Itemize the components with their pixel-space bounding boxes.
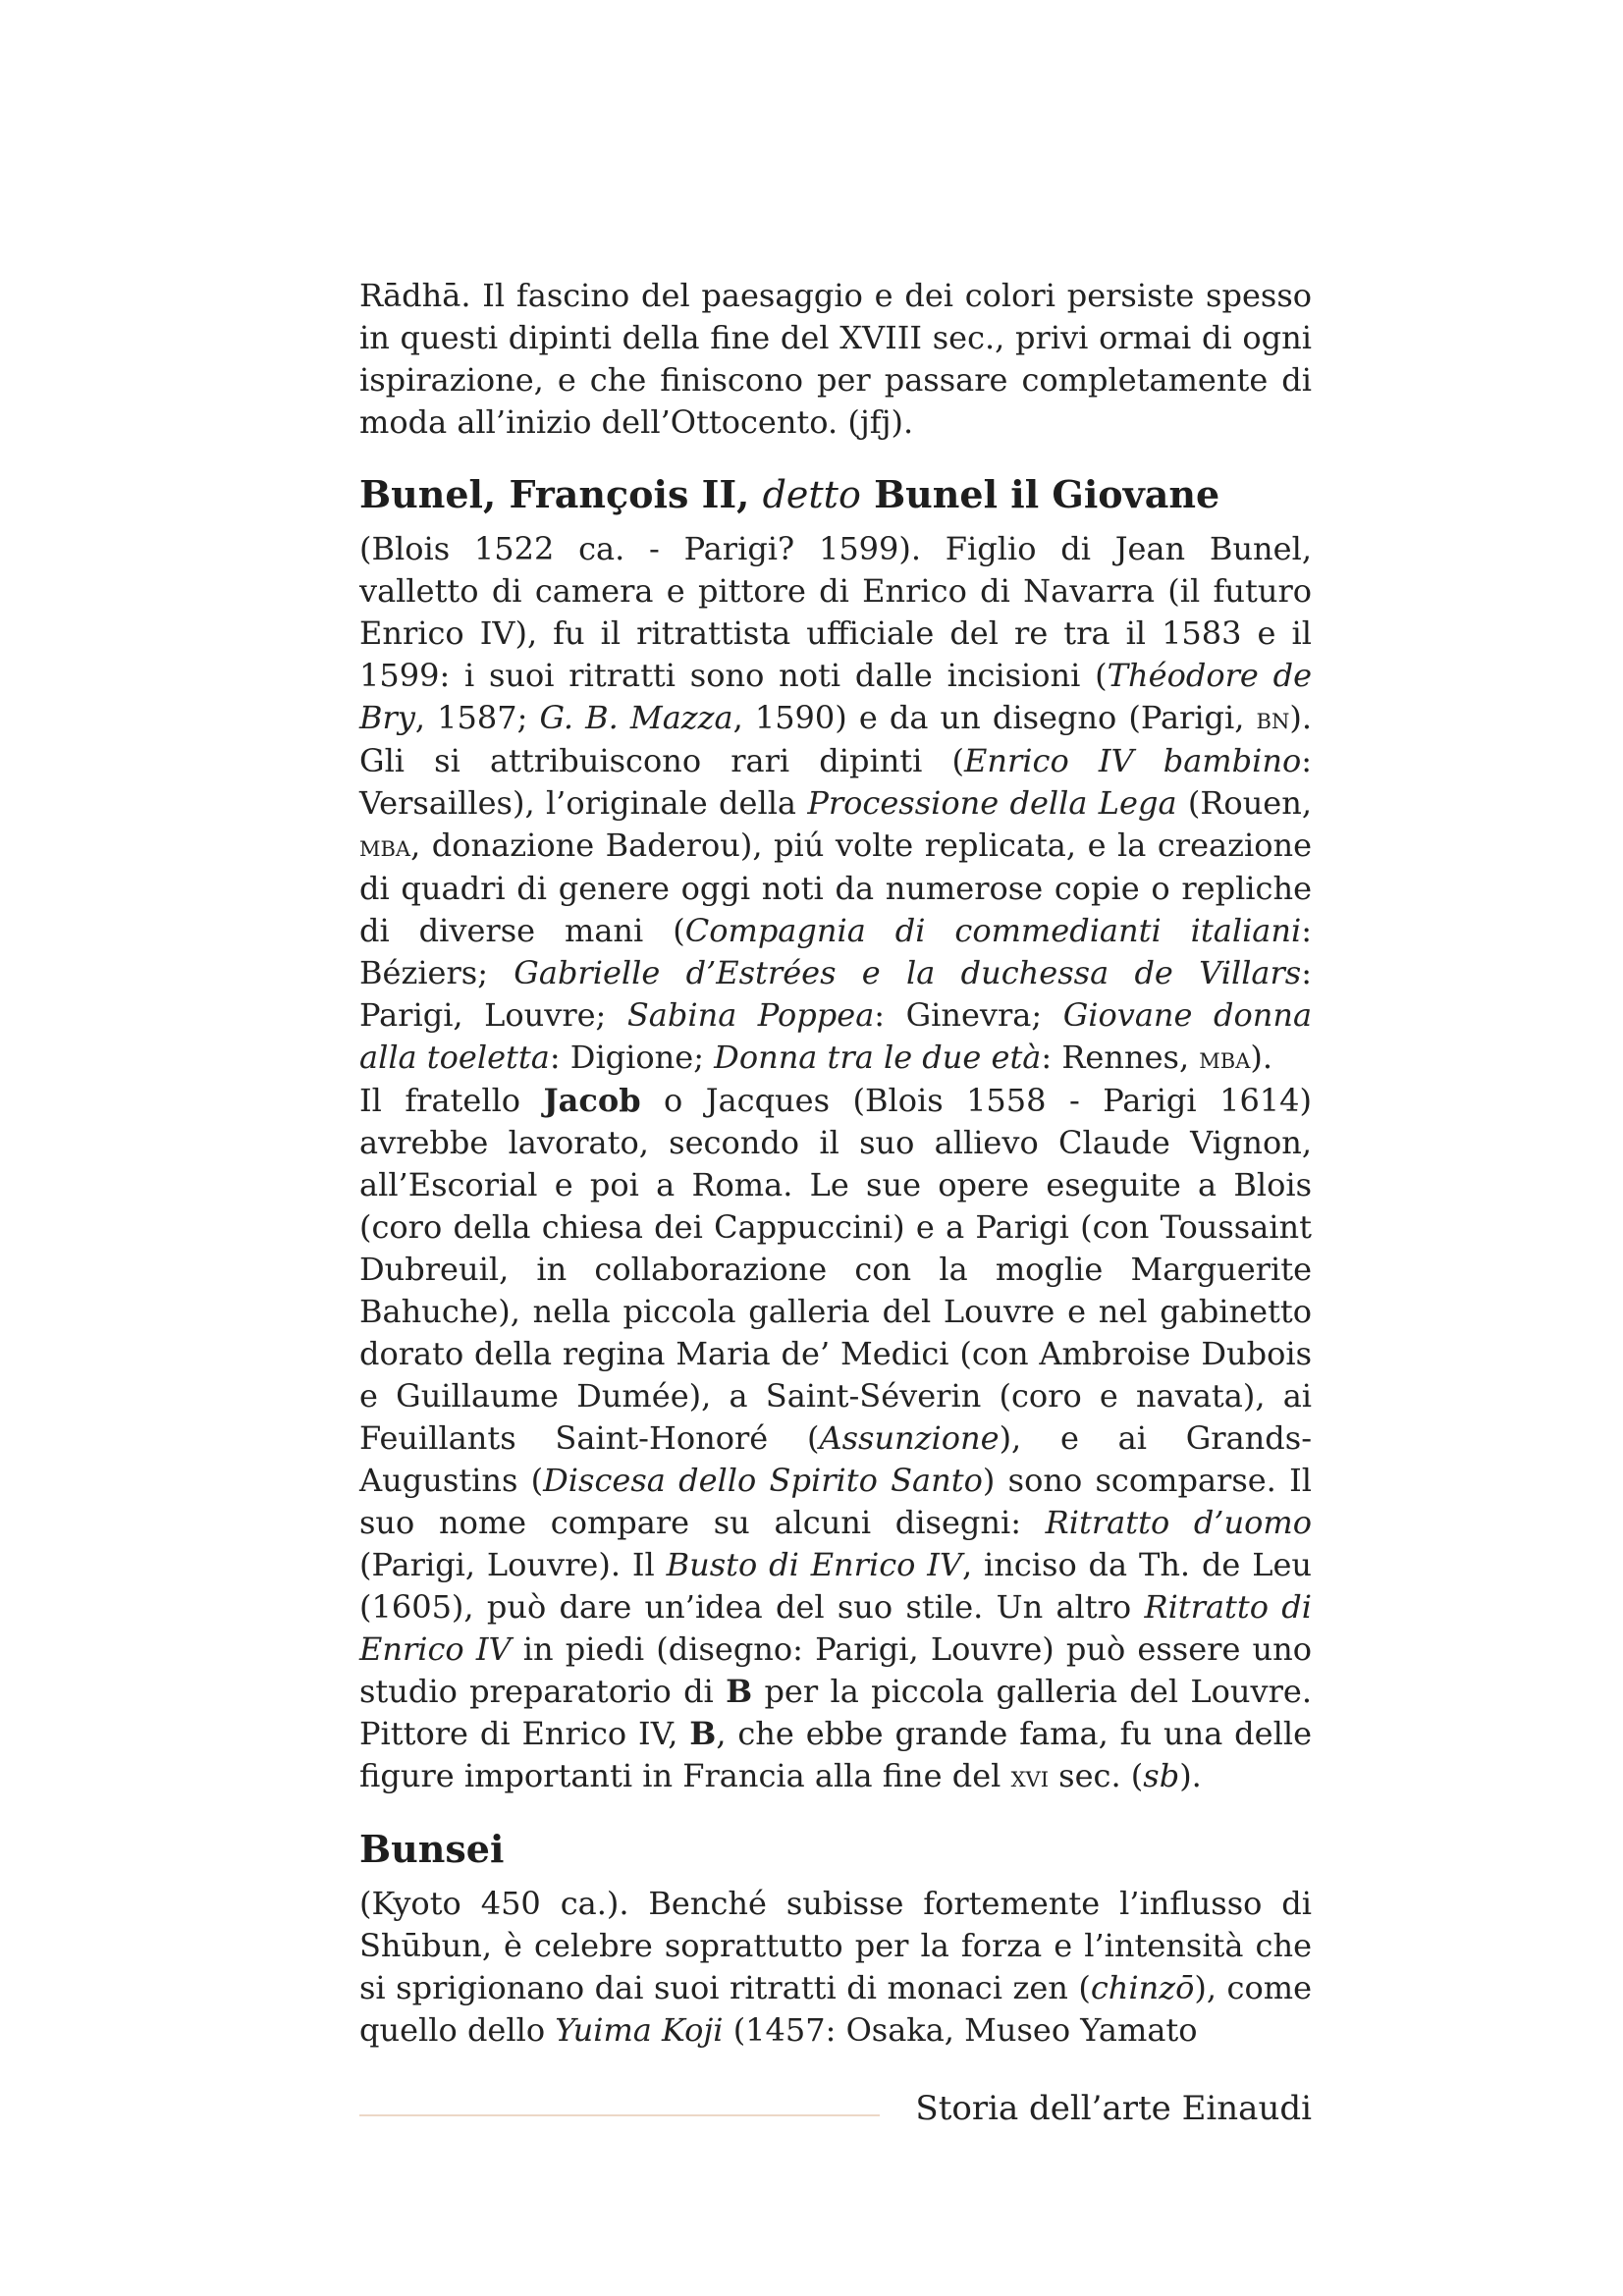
smallcaps-run: mba	[1199, 1041, 1251, 1076]
bunel-paragraph-1	[359, 528, 1312, 1080]
entry-name: Bunel, François II,	[359, 472, 750, 516]
footer-title: Storia dell’arte Einaudi	[915, 2089, 1312, 2128]
text-run: , inciso da Th. de Leu (1605), può dare un’idea del suo stile. Un altro	[359, 1546, 1313, 1626]
text-run: in piedi (disegno: Parigi, Louvre) può essere uno studio preparatorio di	[359, 1630, 1313, 1710]
italic-run: Sabina Poppea	[626, 996, 875, 1034]
italic-run: Giovane donna alla toeletta	[359, 996, 1313, 1076]
entry-heading-bunsei: Bunsei	[359, 1827, 505, 1871]
italic-run: Donna tra le due età	[714, 1039, 1042, 1076]
italic-run: Yuima Koji	[555, 2011, 724, 2049]
italic-run: Enrico IV bambino	[964, 742, 1302, 779]
italic-run: chinzō	[1090, 1969, 1195, 2006]
text-run: (Kyoto 450 ca.). Benché subisse fortemente l’influsso di Shūbun, è celebre soprattutto per la forza e l’intensità che si sprigionano dai suoi ritratti di monaci zen (	[359, 1885, 1312, 2006]
italic-run: Assunzione	[819, 1419, 1000, 1457]
bold-run: B	[689, 1715, 717, 1752]
text-run: o Jacques (Blois 1558 - Parigi 1614) avrebbe lavorato, secondo il suo allievo Claude Vignon, all’Escorial e poi a Roma. Le sue opere eseguite a Blois (coro della chiesa dei Cappuccini) e a Parigi (con Toussaint Dubreuil, in collaborazione con la moglie Marguerite Bahuche), nella piccola galleria del Louvre e nel gabinetto dorato della regina Maria de’ Medici (con Ambroise Dubois e Guillaume Dumée), a Saint-Séverin (coro e navata), ai Feuillants Saint-Honoré (	[359, 1082, 1313, 1457]
text-run: per la piccola galleria del Louvre. Pittore di Enrico IV,	[359, 1673, 1312, 1752]
entry-alias: Bunel il Giovane	[874, 472, 1220, 516]
italic-run: Discesa dello Spirito Santo	[543, 1462, 983, 1499]
text-run: sec. (	[1049, 1757, 1144, 1794]
italic-run: G. B. Mazza	[539, 699, 733, 736]
italic-run: Théodore de Bry	[359, 657, 1313, 736]
text-run: ), come quello dello	[359, 1969, 1313, 2049]
text-run: ).	[1250, 1039, 1273, 1076]
text-run: ), e ai Grands-Augustins (	[359, 1419, 1313, 1499]
text-run: : Rennes,	[1041, 1039, 1200, 1076]
smallcaps-run: bn	[1256, 702, 1290, 736]
page-body	[359, 275, 1312, 2052]
text-run: : Ginevra;	[874, 996, 1063, 1034]
smallcaps-run: mba	[359, 829, 411, 864]
italic-run: Ritratto di Enrico IV	[359, 1588, 1313, 1668]
text-run: , donazione Baderou), piú volte replicata, e la creazione di quadri di genere oggi noti da numerose copie o repliche di diverse mani (	[359, 827, 1312, 949]
text-run: : Digione;	[549, 1039, 715, 1076]
text-run: : Versailles), l’originale della	[359, 742, 1313, 822]
intro-paragraph: Rādhā. Il fascino del paesaggio e dei colori persiste spesso in questi dipinti della fine del XVIII sec., privi ormai di ogni ispirazione, e che finiscono per passare completamente di moda all’inizio dell’Ottocento. (jfj).	[359, 277, 1312, 441]
text-run: ). Gli si attribuiscono rari dipinti (	[359, 699, 1313, 779]
text-run: , 1587;	[414, 699, 540, 736]
italic-run: Busto di Enrico IV	[666, 1546, 962, 1583]
italic-run: Gabrielle d’Estrées e la duchessa de Villars	[514, 954, 1302, 991]
text-run: (Blois 1522 ca. - Parigi? 1599). Figlio di Jean Bunel, valletto di camera e pittore di Enrico di Navarra (il futuro Enrico IV), fu il ritrattista ufficiale del re tra il 1583 e il 1599: i suoi ritratti sono noti dalle incisioni (	[359, 530, 1312, 694]
bold-run: Jacob	[543, 1082, 641, 1119]
text-run: : Parigi, Louvre;	[359, 954, 1313, 1034]
text-run: : Béziers;	[359, 912, 1313, 991]
bunsei-paragraph	[359, 1883, 1312, 2052]
italic-run: Compagnia di commedianti italiani	[684, 912, 1302, 949]
footer-rule	[359, 2114, 880, 2116]
text-run: (Rouen,	[1176, 784, 1313, 822]
italic-run: sb	[1143, 1757, 1180, 1794]
text-run: ) sono scomparse. Il suo nome compare su alcuni disegni:	[359, 1462, 1313, 1541]
text-run: , che ebbe grande fama, fu una delle figure importanti in Francia alla fine del	[359, 1715, 1313, 1794]
entry-detto: detto	[762, 473, 861, 516]
text-run: Il fratello	[359, 1082, 544, 1119]
smallcaps-run: xvi	[1010, 1760, 1049, 1794]
entry-heading-bunel	[359, 471, 1312, 518]
italic-run: Ritratto d’uomo	[1045, 1504, 1313, 1541]
bunel-paragraph-2	[359, 1080, 1312, 1798]
bold-run: B	[726, 1673, 753, 1710]
text-run: (Parigi, Louvre). Il	[359, 1546, 667, 1583]
text-run: , 1590) e da un disegno (Parigi,	[732, 699, 1257, 736]
text-run: ).	[1179, 1757, 1202, 1794]
text-run: (1457: Osaka, Museo Yamato	[723, 2011, 1198, 2049]
page-footer	[359, 2081, 1312, 2140]
italic-run: Processione della Lega	[807, 784, 1177, 822]
